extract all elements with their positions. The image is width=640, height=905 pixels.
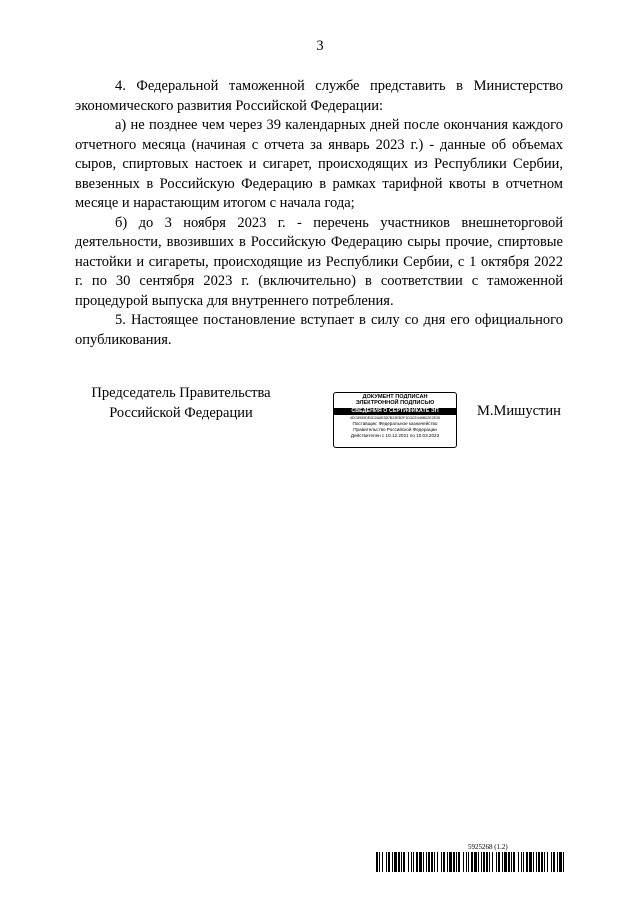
paragraph-subitem-b: б) до 3 ноября 2023 г. - перечень участников внешнеторговой деятельности, ввозивших в Российскую Федерацию сыры прочие, спиртовые настойки и сигареты, происходящие из Республики Сербии, с 1 октября 2022 г. по 30 сентября 2023 г. (включительно) в соответствии с таможенной процедурой выпуска для внутреннего потребления. [75,214,563,309]
page-number: 3 [316,38,324,54]
stamp-owner: Правительство Российской Федерации [353,426,437,432]
signatory-name: М.Мишустин [477,403,561,419]
stamp-certificate-bar: СВЕДЕНИЯ О СЕРТИФИКАТЕ ЭП [334,408,456,415]
barcode-icon [376,852,564,872]
signatory-position [75,384,287,423]
paragraph-item-5: 5. Настоящее постановление вступает в силу со дня его официального опубликования. [75,312,563,348]
stamp-title [334,393,456,407]
paragraph-item-4: 4. Федеральной таможенной службе представить в Министерство экономического развития Российской Федерации: [75,78,563,114]
signatory-position-line2: Российской Федерации [109,404,253,421]
stamp-title-line2: ЭЛЕКТРОННОЙ ПОДПИСЬЮ [355,400,435,407]
stamp-validity: Действителен с 10.12.2021 по 10.03.2023 [350,432,440,438]
document-body [75,77,563,350]
stamp-supplier: Поставщик: Федеральное казначейство [352,420,438,426]
stamp-title-line1: ДОКУМЕНТ ПОДПИСАН [362,394,428,400]
electronic-signature-stamp [333,392,457,448]
stamp-serial: 4DC8955DE0D2A6E3B7B23EB2F1D3CE446B02E2E35 [349,415,441,420]
document-code: 5925268 (1.2) [468,843,508,851]
paragraph-subitem-a: а) не позднее чем через 39 календарных дней после окончания каждого отчетного месяца (начиная с отчета за январь 2023 г.) - данные об объемах сыров, спиртовых настоек и сигарет, происходящих из Республики Сербии, ввезенных в Российскую Федерацию в рамках тарифной квоты в отчетном месяце и нарастающим итогом с начала года; [75,117,563,211]
signatory-position-line1: Председатель Правительства [91,385,271,401]
